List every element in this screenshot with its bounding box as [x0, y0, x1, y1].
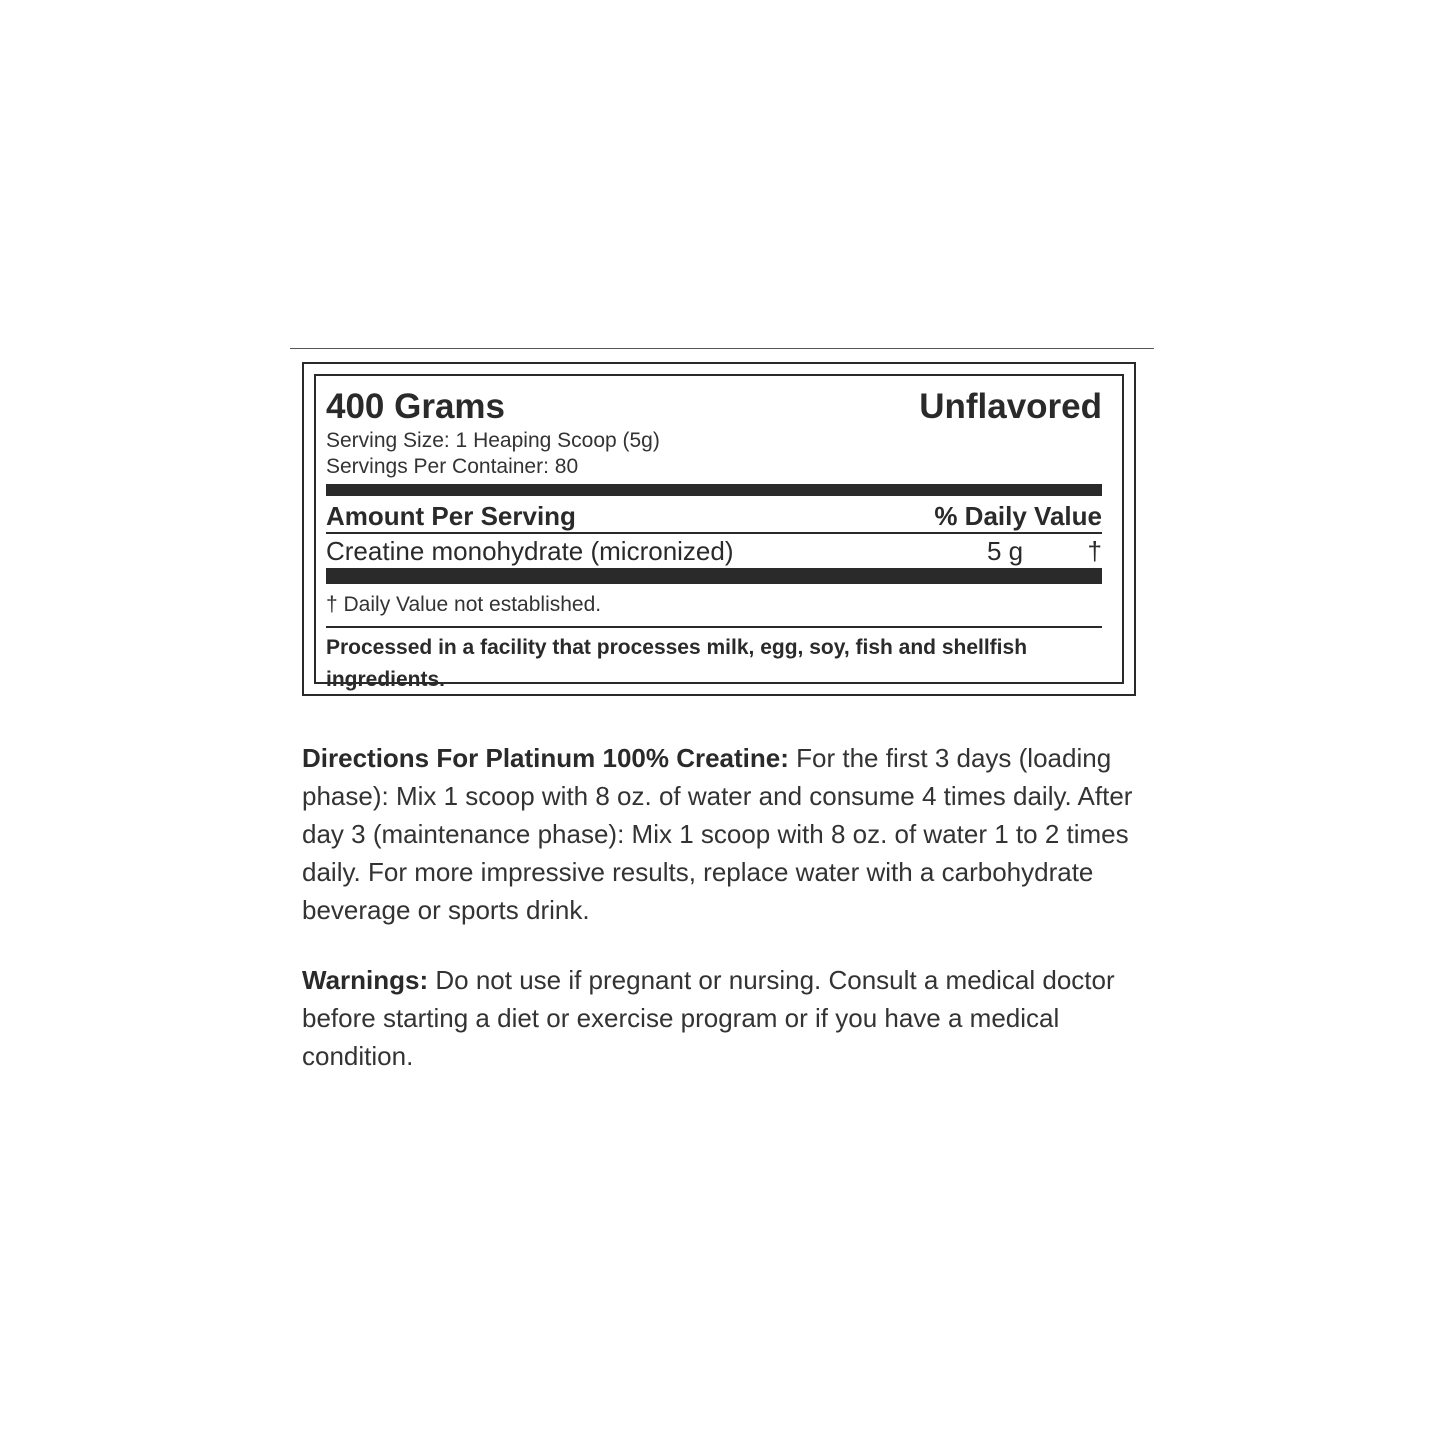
label-title-row: [326, 388, 1102, 426]
servings-per-container: Servings Per Container: 80: [326, 455, 579, 478]
allergen-statement: Processed in a facility that processes milk, egg, soy, fish and shellfish ingredients.: [326, 636, 1028, 691]
warnings-paragraph: [302, 961, 1142, 1075]
thin-divider-footnote: [326, 626, 1102, 628]
supplement-facts-inner-border: [314, 374, 1124, 691]
directions-text: For the first 3 days (loading phase): Mix 1 scoop with 8 oz. of water and consume 4 times daily. After day 3 (maintenance phase): Mix 1 scoop with 8 oz. of water 1 to 2 times daily. For more impressive results, replace water with a carbohydrate beverage or sports drink.: [302, 743, 1133, 925]
warnings-heading: Warnings:: [302, 965, 429, 995]
nutrient-name: Creatine monohydrate (micronized): [326, 536, 734, 566]
serving-size: Serving Size: 1 Heaping Scoop (5g): [326, 429, 660, 452]
flavor: Unflavored: [919, 387, 1102, 426]
nutrient-daily-value: †: [1087, 536, 1102, 566]
warnings-text: Do not use if pregnant or nursing. Consult a medical doctor before starting a diet or exercise program or if you have a medical condition.: [302, 965, 1115, 1071]
amount-per-serving-header: Amount Per Serving: [326, 501, 576, 531]
directions-paragraph: [302, 739, 1142, 929]
daily-value-header: % Daily Value: [934, 501, 1102, 531]
daily-value-footnote: † Daily Value not established.: [326, 593, 602, 616]
top-divider: [290, 348, 1154, 349]
nutrient-row: [326, 534, 1102, 568]
supplement-facts-label: [302, 362, 1136, 696]
thick-divider: [326, 484, 1102, 496]
net-weight: 400 Grams: [326, 387, 506, 426]
nutrient-amount: 5 g: [987, 536, 1024, 566]
column-header-row: [326, 500, 1102, 532]
directions-heading: Directions For Platinum 100% Creatine:: [302, 743, 789, 773]
thick-divider-bottom: [326, 568, 1102, 584]
